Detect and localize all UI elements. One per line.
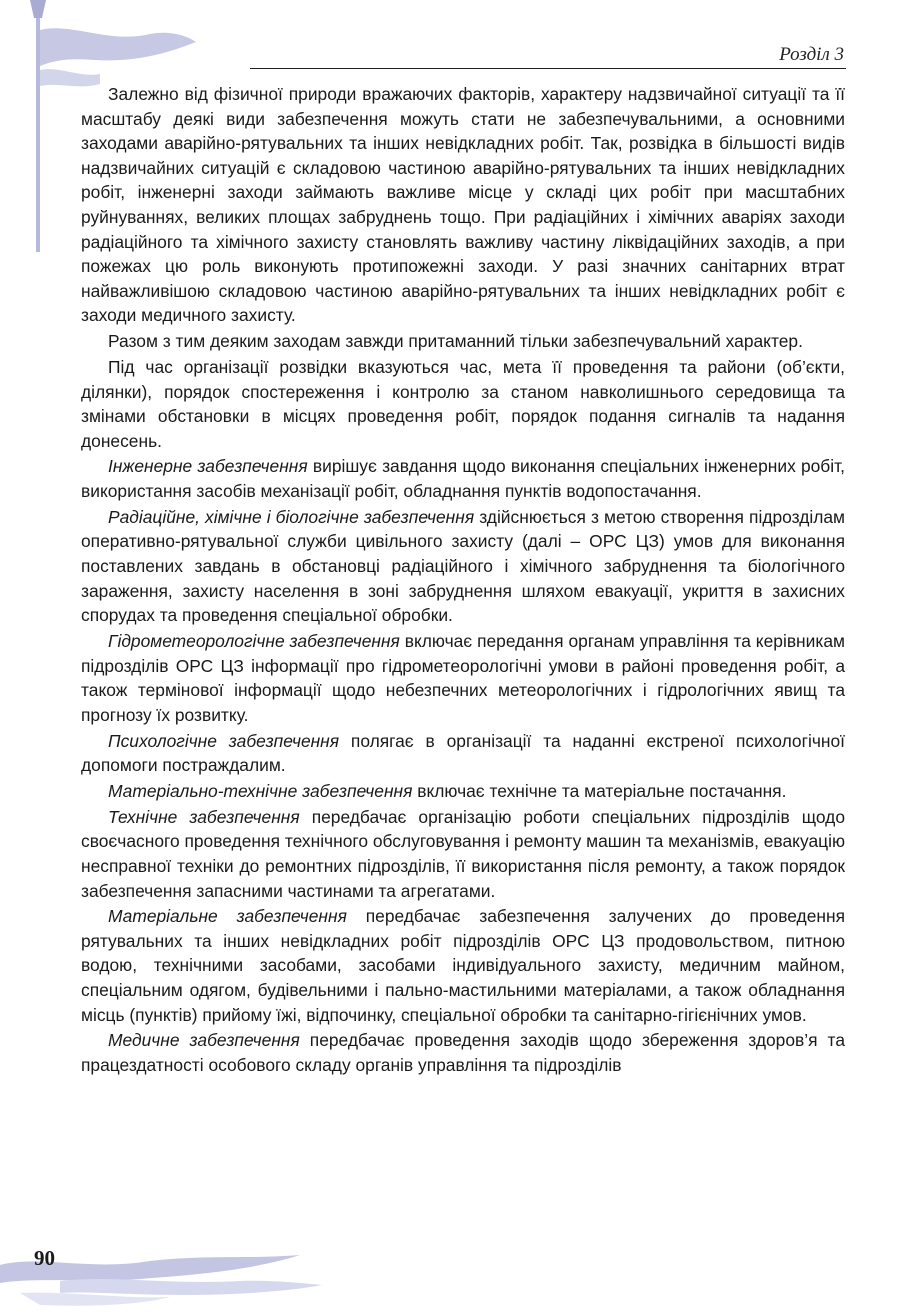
paragraph: [81, 629, 845, 727]
paragraph-text: Разом з тим деяким заходам завжди притаманний тільки забезпечувальний характер.: [108, 331, 803, 352]
paragraph-lead-term: Психологічне забезпечення: [108, 730, 340, 751]
paragraph-lead-term: Гідрометеорологічне забезпечення: [108, 631, 400, 651]
paragraph-text: Залежно від фізичної природи вражаючих факторів, характеру надзвичайної ситуації та її масштабу деякі види забезпечення можуть стати не забезпечувальними, а основними заходами аварійно-рятувальних та інших невідкладних робіт. Так, розвідка в більшості видів надзвичайних ситуацій є складовою частиною аварійно-рятувальних та інших невідкладних робіт, інженерні заходи займають важливе місце у складі цих робіт при масштабних руйнуваннях, великих площах забруднень тощо. При радіаційних і хімічних аваріях заходи радіаційного та хімічного захисту становлять важливу частину ліквідаційних заходів, а при пожежах цю роль виконують протипожежні заходи. У разі значних санітарних втрат найважливішою складовою частиною аварійно-рятувальних та інших невідкладних робіт є заходи медичного захисту.: [81, 84, 845, 326]
paragraph-lead-term: Матеріальне забезпечення: [108, 906, 347, 927]
paragraph-text: включає технічне та матеріальне постачання.: [412, 780, 787, 801]
paragraph: [81, 729, 845, 778]
paragraph: [81, 355, 845, 453]
paragraph: [81, 454, 845, 503]
paragraph: [81, 779, 845, 804]
page-number: 90: [34, 1246, 55, 1270]
paragraph-text: передбачає забезпечення залучених до проведення рятувальних та інших невідкладних робіт підрозділів ОРС ЦЗ продовольством, питною водою, технічними засобами, засобами індивідуального захисту, медичним майном, спеціальним одягом, будівельними і пально-мастильними матеріалами, а також обладнання місць (пунктів) прийому їжі, відпочинку, спеціальної обробки та санітарно-гігієнічних умов.: [81, 906, 845, 1025]
paragraph-lead-term: Матеріально-технічне забезпечення: [108, 780, 413, 801]
paragraph: [81, 82, 845, 328]
body-text: [81, 82, 845, 1079]
paragraph-text: передбачає проведення заходів щодо збереження здоров’я та працездатності особового складу органів управління та підрозділів: [81, 1030, 845, 1076]
paragraph-text: передбачає організацію роботи спеціальних підрозділів щодо своєчасного проведення технічного обслуговування і ремонту машин та механізмів, евакуацію несправної техніки до ремонтних підрозділів, її використання після ремонту, а також порядок забезпечення запасними частинами та агрегатами.: [81, 806, 845, 901]
paragraph: [81, 805, 845, 903]
paragraph-lead-term: Інженерне забезпечення: [108, 456, 308, 477]
paragraph-lead-term: Технічне забезпечення: [108, 806, 300, 827]
paragraph-text: здійснюється з метою створення підрозділам оперативно-рятувальної служби цивільного захисту (далі – ОРС ЦЗ) умов для виконання поставлених завдань в обстановці радіаційного і хімічного забруднення та біологічного зараження, захисту населення в зоні забруднення шляхом евакуації, укриття в захисних спорудах та проведення спеціальної обробки.: [81, 506, 846, 626]
paragraph-text: Під час організації розвідки вказуються час, мета її проведення та райони (об’єкти, ділянки), порядок спостереження і контролю за станом навколишнього середовища та змінами обстановки в місцях проведення робіт, порядок подання сигналів та надання донесень.: [81, 356, 845, 451]
running-header: [250, 40, 846, 69]
paragraph: [81, 505, 845, 628]
paragraph-text: полягає в організації та наданні екстреної психологічної допомоги постраждалим.: [81, 730, 845, 776]
paragraph: [81, 904, 845, 1027]
section-label: Розділ 3: [779, 44, 844, 65]
paragraph: [81, 329, 845, 354]
paragraph-lead-term: Радіаційне, хімічне і біологічне забезпечення: [108, 506, 475, 527]
paragraph-lead-term: Медичне забезпечення: [108, 1030, 300, 1051]
paragraph: [81, 1028, 845, 1077]
paragraph-text: включає передання органам управління та керівникам підрозділів ОРС ЦЗ інформації про гідрометеорологічні умови в районі проведення робіт, а також термінової інформації щодо небезпечних метеорологічних і гідрологічних явищ та прогнозу їх розвитку.: [81, 631, 845, 725]
paragraph-text: вирішує завдання щодо виконання спеціальних інженерних робіт, використання засобів механізації робіт, обладнання пунктів водопостачання.: [81, 456, 846, 502]
